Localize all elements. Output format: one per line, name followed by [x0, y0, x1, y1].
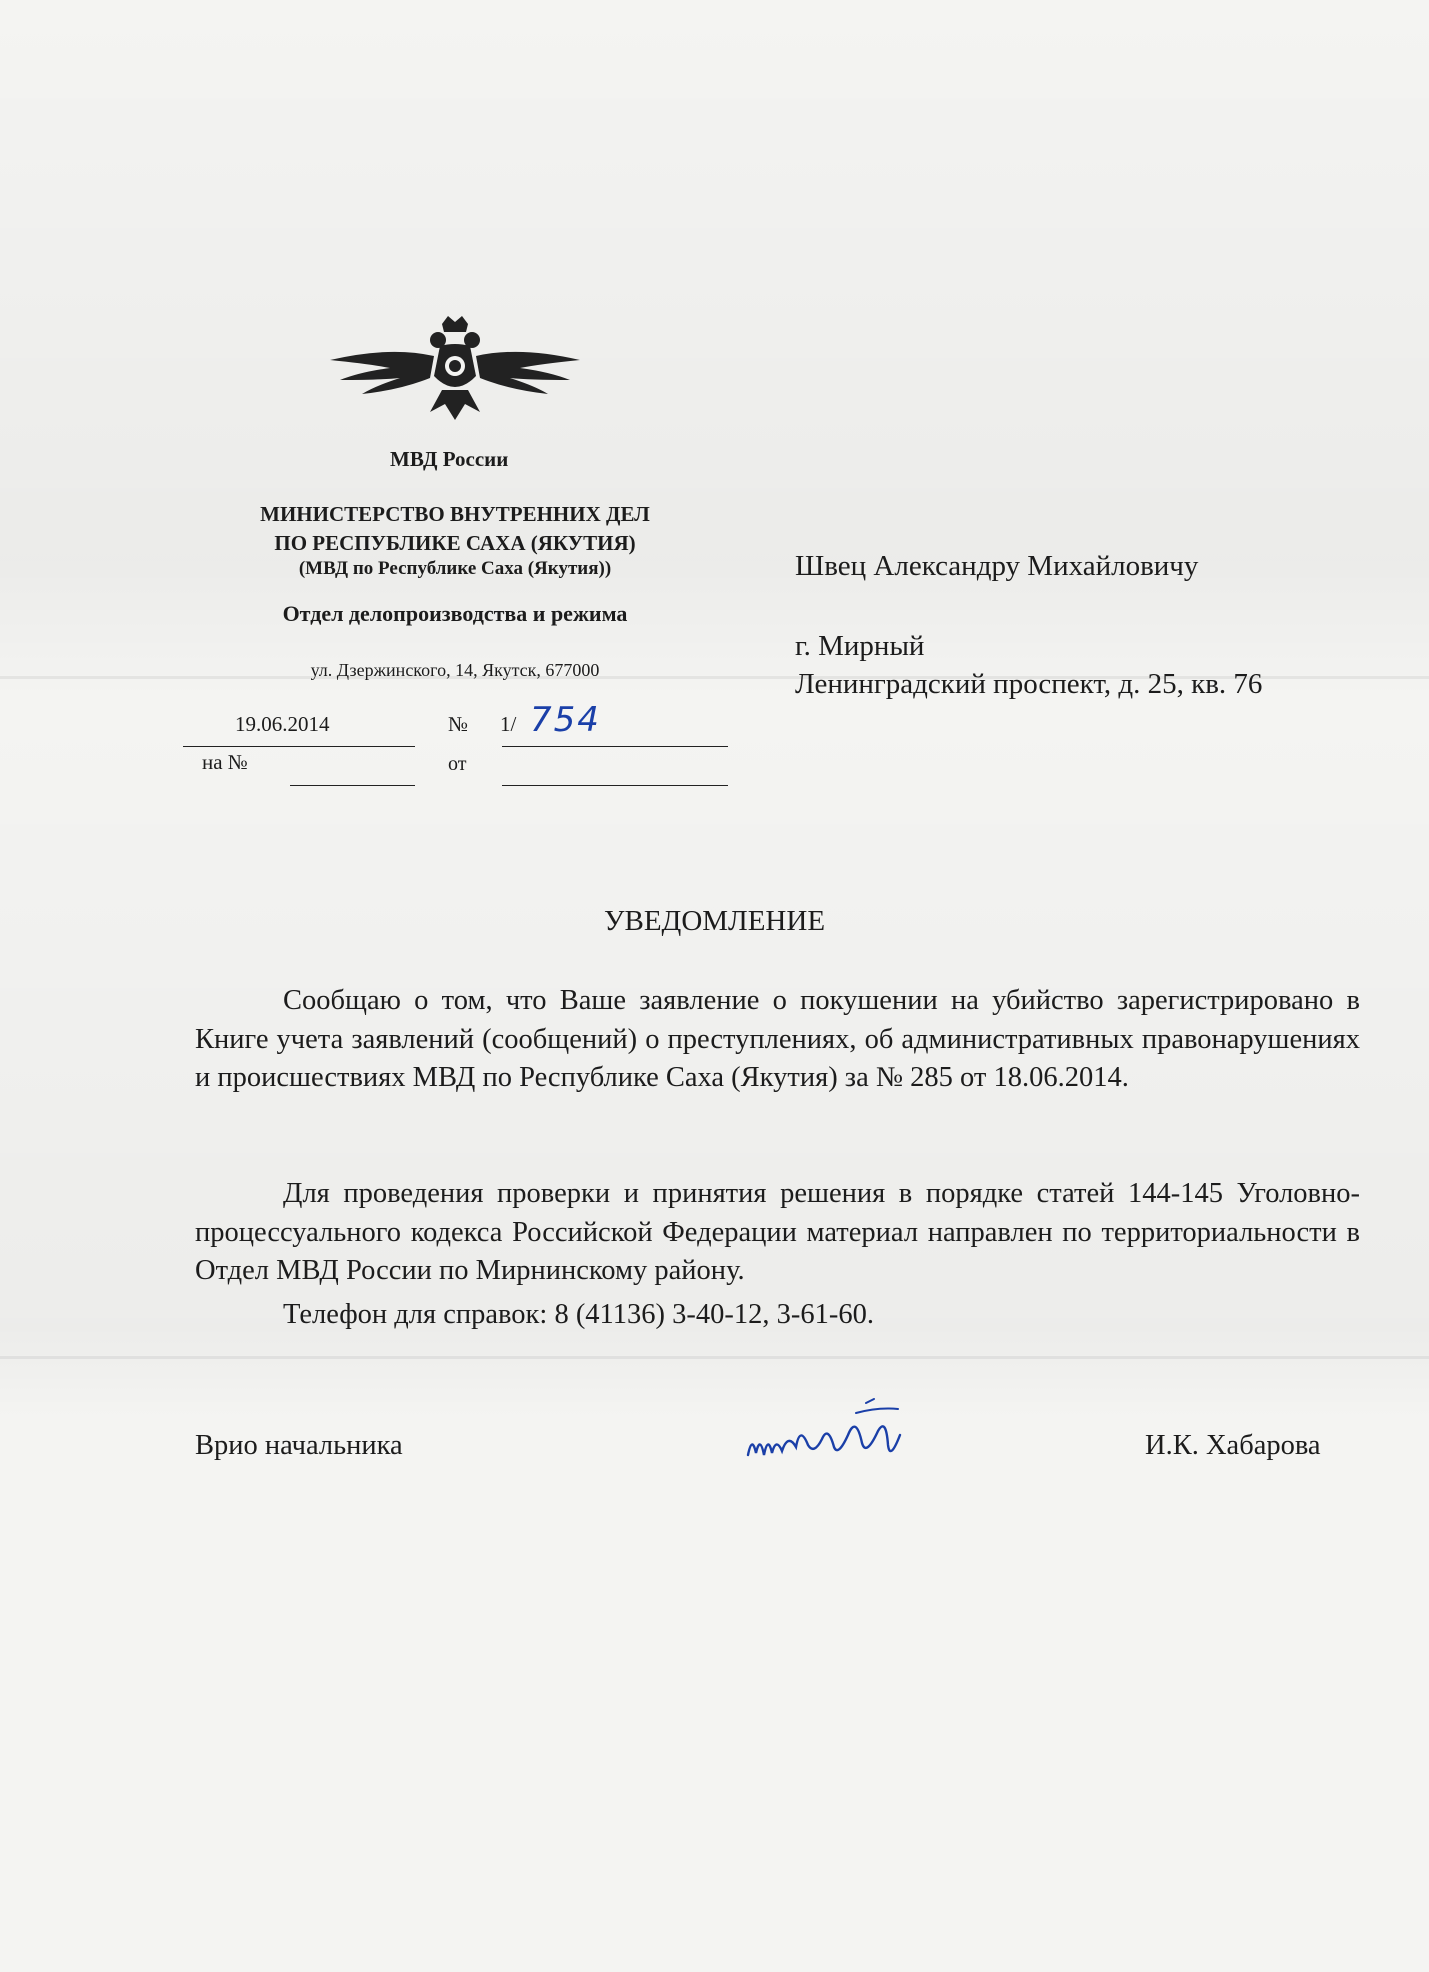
- recipient-street: Ленинградский проспект, д. 25, кв. 76: [795, 668, 1263, 700]
- ministry-full-name: [200, 500, 710, 558]
- department-name: Отдел делопроизводства и режима: [282, 601, 628, 626]
- ministry-abbreviation: (МВД по Республике Саха (Якутия)): [298, 558, 612, 579]
- ministry-short-name: МВД России: [390, 447, 509, 471]
- signatory-name: И.К. Хабарова: [1145, 1430, 1321, 1461]
- registration-number-label: №: [448, 712, 469, 736]
- date-underline: [183, 746, 415, 747]
- registration-number-prefix: 1/: [500, 712, 517, 736]
- reference-number-label: на №: [202, 750, 248, 774]
- body-paragraph-1: Сообщаю о том, что Ваше заявление о покушении на убийство зарегистрировано в Книге учета заявлений (сообщений) о преступлениях, об административных правонарушениях и происшествиях МВД по Республике Саха (Якутия) за № 285 от 18.06.2014.: [195, 985, 1360, 1093]
- number-underline: [502, 746, 728, 747]
- signatory-position: Врио начальника: [195, 1430, 403, 1461]
- mvd-eagle-emblem-icon: [330, 316, 580, 431]
- reference-from-underline: [502, 785, 728, 786]
- registration-date: 19.06.2014: [235, 712, 330, 736]
- fold-line: [0, 1356, 1429, 1359]
- document-title: УВЕДОМЛЕНИЕ: [603, 905, 826, 937]
- ministry-name-line1: МИНИСТЕРСТВО ВНУТРЕННИХ ДЕЛ: [260, 502, 650, 526]
- registration-number-handwritten: 754: [530, 700, 601, 740]
- body-paragraph-2: Для проведения проверки и принятия решения в порядке статей 144-145 Уголовно-процессуального кодекса Российской Федерации материал направлен по территориальности в Отдел МВД России по Мирнинскому району.: [195, 1178, 1360, 1286]
- handwritten-signature-icon: [738, 1395, 938, 1475]
- ministry-address: ул. Дзержинского, 14, Якутск, 677000: [310, 660, 600, 680]
- recipient-name: Швец Александру Михайловичу: [795, 550, 1199, 582]
- reference-number-underline: [290, 785, 415, 786]
- reference-from-label: от: [448, 753, 467, 775]
- recipient-city: г. Мирный: [795, 630, 925, 662]
- ministry-name-line2: ПО РЕСПУБЛИКЕ САХА (ЯКУТИЯ): [274, 531, 636, 555]
- phone-line: Телефон для справок: 8 (41136) 3-40-12, 3-61-60.: [283, 1299, 874, 1330]
